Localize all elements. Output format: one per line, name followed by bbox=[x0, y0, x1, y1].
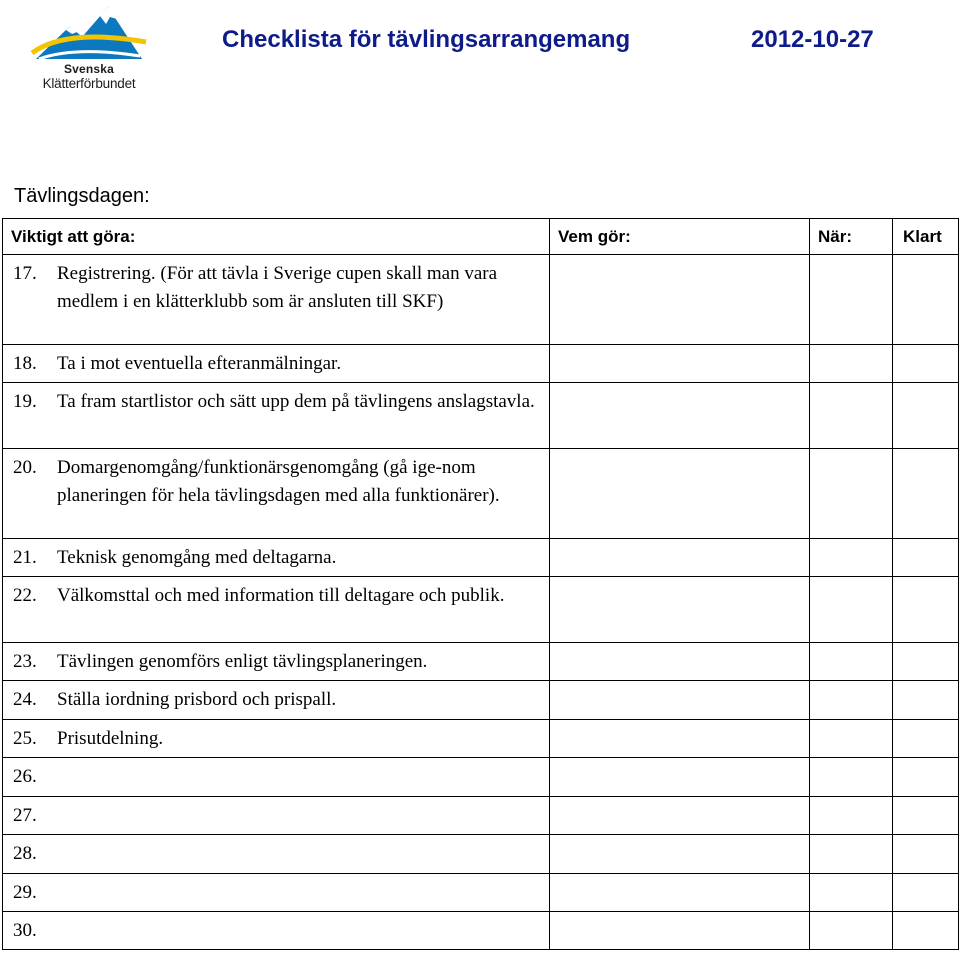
done-cell[interactable] bbox=[893, 383, 959, 449]
task-number: 25. bbox=[13, 728, 37, 749]
task-number: 21. bbox=[13, 547, 37, 568]
document-date: 2012-10-27 bbox=[751, 26, 874, 53]
table-row bbox=[3, 577, 959, 643]
done-cell[interactable] bbox=[893, 449, 959, 539]
task-cell bbox=[3, 758, 550, 797]
task-text bbox=[57, 917, 539, 945]
task-number: 27. bbox=[13, 805, 37, 826]
done-cell[interactable] bbox=[893, 577, 959, 643]
done-cell[interactable] bbox=[893, 681, 959, 720]
column-header-task: Viktigt att göra: bbox=[3, 219, 550, 255]
task-cell bbox=[3, 643, 550, 681]
done-cell[interactable] bbox=[893, 912, 959, 950]
table-row bbox=[3, 874, 959, 912]
logo-text-line2: Klätterförbundet bbox=[42, 76, 136, 91]
task-cell bbox=[3, 912, 550, 950]
task-text: Ställa iordning prisbord och prispall. bbox=[57, 689, 337, 710]
when-cell[interactable] bbox=[810, 383, 893, 449]
who-cell[interactable] bbox=[550, 345, 810, 383]
when-cell[interactable] bbox=[810, 449, 893, 539]
checklist-table bbox=[2, 218, 959, 950]
logo-text-line1: Svenska bbox=[63, 62, 115, 76]
task-number: 26. bbox=[13, 766, 37, 787]
who-cell[interactable] bbox=[550, 681, 810, 720]
when-cell[interactable] bbox=[810, 720, 893, 758]
task-number: 18. bbox=[13, 353, 37, 374]
task-number: 24. bbox=[13, 689, 37, 710]
task-cell bbox=[3, 720, 550, 758]
task-cell bbox=[3, 449, 550, 539]
task-number: 30. bbox=[13, 920, 37, 941]
who-cell[interactable] bbox=[550, 874, 810, 912]
who-cell[interactable] bbox=[550, 835, 810, 874]
task-number: 20. bbox=[13, 457, 37, 478]
when-cell[interactable] bbox=[810, 681, 893, 720]
done-cell[interactable] bbox=[893, 255, 959, 345]
done-cell[interactable] bbox=[893, 539, 959, 577]
who-cell[interactable] bbox=[550, 912, 810, 950]
done-cell[interactable] bbox=[893, 345, 959, 383]
task-cell bbox=[3, 255, 550, 345]
task-cell bbox=[3, 797, 550, 835]
task-text: Tävlingen genomförs enligt tävlingsplaneringen. bbox=[57, 651, 428, 672]
table-row bbox=[3, 383, 959, 449]
done-cell[interactable] bbox=[893, 874, 959, 912]
when-cell[interactable] bbox=[810, 577, 893, 643]
table-row bbox=[3, 539, 959, 577]
task-cell bbox=[3, 835, 550, 874]
table-row bbox=[3, 449, 959, 539]
table-row bbox=[3, 681, 959, 720]
who-cell[interactable] bbox=[550, 539, 810, 577]
table-row bbox=[3, 758, 959, 797]
task-cell bbox=[3, 577, 550, 643]
table-row bbox=[3, 835, 959, 874]
task-cell bbox=[3, 874, 550, 912]
when-cell[interactable] bbox=[810, 874, 893, 912]
task-number: 22. bbox=[13, 585, 37, 606]
table-row bbox=[3, 912, 959, 950]
table-header-row bbox=[3, 219, 959, 255]
done-cell[interactable] bbox=[893, 643, 959, 681]
task-number: 17. bbox=[13, 263, 37, 284]
section-title: Tävlingsdagen: bbox=[14, 185, 150, 207]
who-cell[interactable] bbox=[550, 797, 810, 835]
task-cell bbox=[3, 681, 550, 720]
column-header-who: Vem gör: bbox=[550, 219, 810, 255]
task-text: Teknisk genomgång med deltagarna. bbox=[57, 547, 337, 568]
who-cell[interactable] bbox=[550, 449, 810, 539]
mountain-icon bbox=[30, 4, 148, 64]
done-cell[interactable] bbox=[893, 797, 959, 835]
task-text bbox=[57, 802, 539, 830]
task-text bbox=[57, 763, 539, 791]
task-cell bbox=[3, 383, 550, 449]
task-number: 28. bbox=[13, 843, 37, 864]
when-cell[interactable] bbox=[810, 643, 893, 681]
when-cell[interactable] bbox=[810, 255, 893, 345]
column-header-done: Klart bbox=[893, 219, 959, 255]
document-title: Checklista för tävlingsarrangemang bbox=[222, 26, 631, 53]
table-row bbox=[3, 643, 959, 681]
task-text: Registrering. (För att tävla i Sverige cupen skall man vara medlem i en klätterklubb som är ansluten till SKF) bbox=[57, 263, 498, 312]
who-cell[interactable] bbox=[550, 758, 810, 797]
task-text: Ta i mot eventuella efteranmälningar. bbox=[57, 353, 342, 374]
task-text: Prisutdelning. bbox=[57, 728, 164, 749]
when-cell[interactable] bbox=[810, 758, 893, 797]
who-cell[interactable] bbox=[550, 577, 810, 643]
done-cell[interactable] bbox=[893, 758, 959, 797]
table-row bbox=[3, 255, 959, 345]
checklist-body bbox=[3, 255, 959, 950]
table-row bbox=[3, 720, 959, 758]
when-cell[interactable] bbox=[810, 539, 893, 577]
when-cell[interactable] bbox=[810, 345, 893, 383]
done-cell[interactable] bbox=[893, 835, 959, 874]
task-text: Domargenomgång/funktionärsgenomgång (gå ige-nom planeringen för hela tävlingsdagen med alla funktionärer). bbox=[57, 457, 500, 506]
when-cell[interactable] bbox=[810, 835, 893, 874]
who-cell[interactable] bbox=[550, 643, 810, 681]
task-number: 29. bbox=[13, 882, 37, 903]
task-text bbox=[57, 879, 539, 907]
who-cell[interactable] bbox=[550, 720, 810, 758]
when-cell[interactable] bbox=[810, 797, 893, 835]
table-row bbox=[3, 797, 959, 835]
table-row bbox=[3, 345, 959, 383]
federation-logo bbox=[30, 4, 148, 92]
when-cell[interactable] bbox=[810, 912, 893, 950]
task-number: 23. bbox=[13, 651, 37, 672]
who-cell[interactable] bbox=[550, 255, 810, 345]
task-text bbox=[57, 840, 539, 868]
task-number: 19. bbox=[13, 391, 37, 412]
done-cell[interactable] bbox=[893, 720, 959, 758]
task-text: Ta fram startlistor och sätt upp dem på tävlingens anslagstavla. bbox=[57, 391, 535, 412]
column-header-when: När: bbox=[810, 219, 893, 255]
task-cell bbox=[3, 345, 550, 383]
task-cell bbox=[3, 539, 550, 577]
who-cell[interactable] bbox=[550, 383, 810, 449]
task-text: Välkomsttal och med information till deltagare och publik. bbox=[57, 585, 505, 606]
